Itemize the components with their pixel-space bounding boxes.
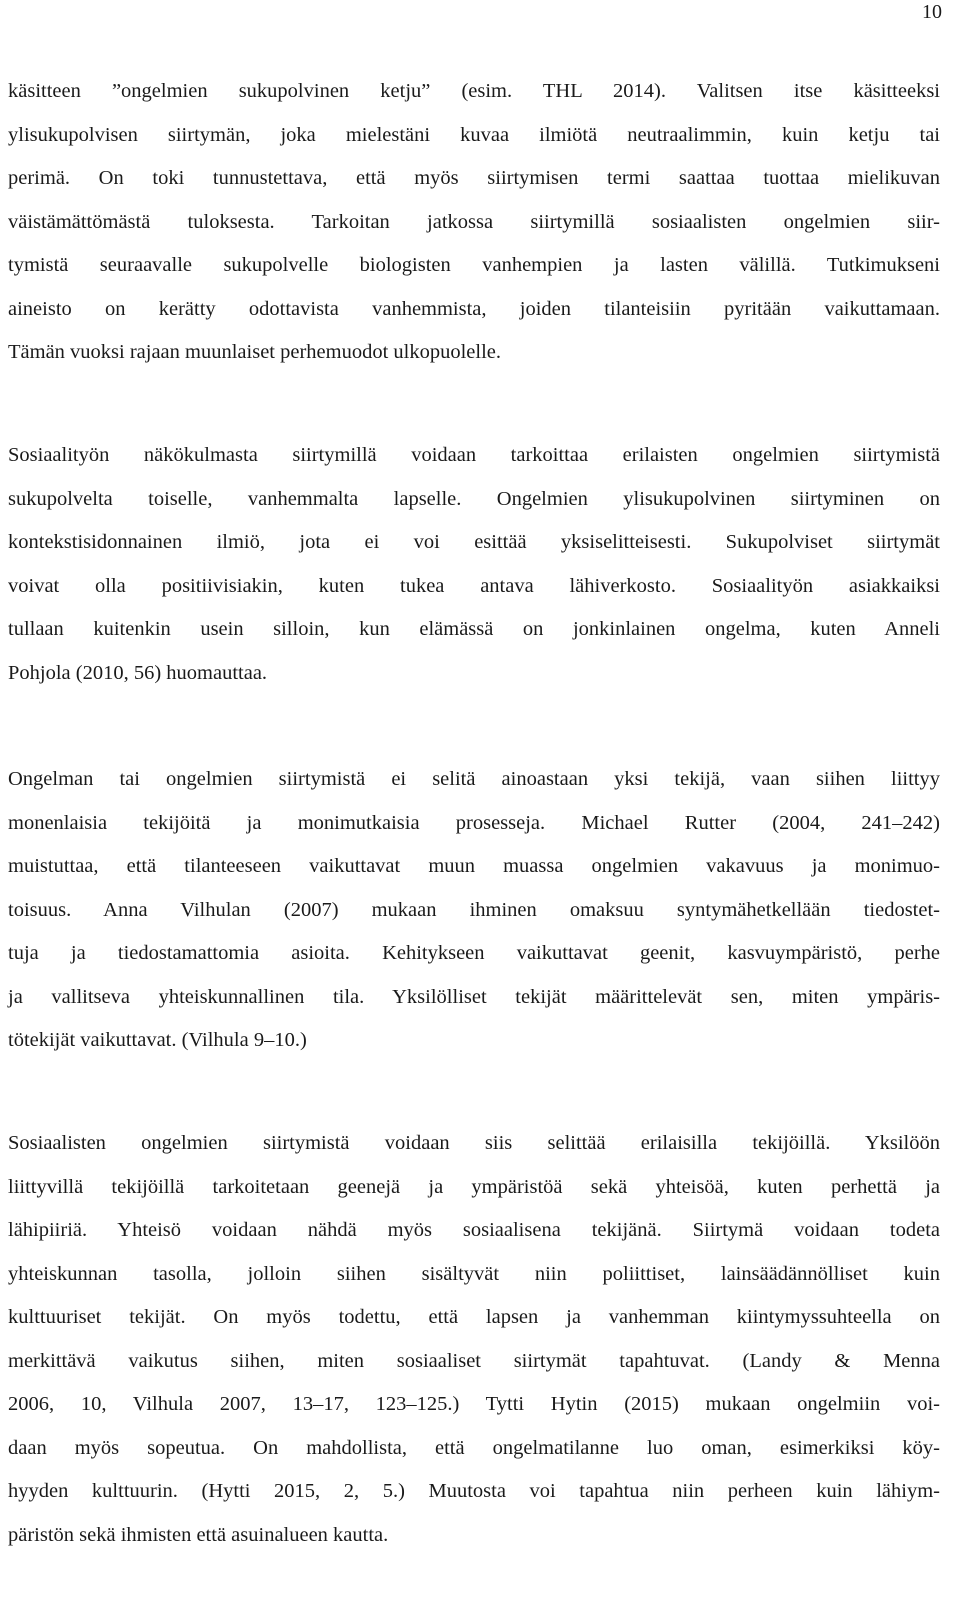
text-line: aineisto on kerätty odottavista vanhemmista, joiden tilanteisiin pyritään vaikuttamaan. (8, 297, 940, 320)
text-line: ja vallitseva yhteiskunnallinen tila. Yksilölliset tekijät määrittelevät sen, miten ympäris- (8, 985, 940, 1008)
text-line: tullaan kuitenkin usein silloin, kun elämässä on jonkinlainen ongelma, kuten Anneli (8, 618, 940, 640)
page-number: 10 (922, 1, 942, 23)
text-line: käsitteen ”ongelmien sukupolvinen ketju” (esim. THL 2014). Valitsen itse käsitteeksi (8, 80, 940, 102)
text-line: yhteiskunnan tasolla, jolloin siihen sisältyvät niin poliittiset, lainsäädännölliset kuin (8, 1262, 940, 1285)
text-line: 2006, 10, Vilhula 2007, 13–17, 123–125.) Tytti Hytin (2015) mukaan ongelmiin voi- (8, 1393, 940, 1415)
paragraph-4 (8, 1122, 940, 1557)
text-line: Sosiaalityön näkökulmasta siirtymillä voidaan tarkoittaa erilaisten ongelmien siirtymistä (8, 444, 940, 466)
paragraph-1 (8, 70, 940, 375)
text-line: kulttuuriset tekijät. On myös todettu, että lapsen ja vanhemman kiintymyssuhteella on (8, 1306, 940, 1328)
paragraph-3 (8, 758, 940, 1063)
text-line: tymistä seuraavalle sukupolvelle biologisten vanhempien ja lasten välillä. Tutkimukseni (8, 254, 940, 276)
text-line: Pohjola (2010, 56) huomauttaa. (8, 661, 268, 684)
text-line: Ongelman tai ongelmien siirtymistä ei selitä ainoastaan yksi tekijä, vaan siihen liittyy (8, 768, 940, 790)
text-line: liittyvillä tekijöillä tarkoitetaan geenejä ja ympäristöä sekä yhteisöä, kuten perhettä ja (8, 1175, 940, 1198)
text-line: Sosiaalisten ongelmien siirtymistä voidaan siis selittää erilaisilla tekijöillä. Yksilöön (8, 1132, 940, 1154)
text-line: daan myös sopeutua. On mahdollista, että ongelmatilanne luo oman, esimerkiksi köy- (8, 1436, 940, 1459)
text-line: monenlaisia tekijöitä ja monimutkaisia prosesseja. Michael Rutter (2004, 241–242) (8, 811, 940, 834)
text-line: toisuus. Anna Vilhulan (2007) mukaan ihminen omaksuu syntymähetkellään tiedostet- (8, 898, 940, 921)
text-line: Tämän vuoksi rajaan muunlaiset perhemuodot ulkopuolelle. (8, 341, 502, 363)
text-line: perimä. On toki tunnustettava, että myös siirtymisen termi saattaa tuottaa mielikuvan (8, 167, 940, 189)
text-line: muistuttaa, että tilanteeseen vaikuttavat muun muassa ongelmien vakavuus ja monimuo- (8, 855, 940, 877)
text-line: päristön sekä ihmisten että asuinalueen kautta. (8, 1523, 389, 1546)
text-line: ylisukupolvisen siirtymän, joka mielestäni kuvaa ilmiötä neutraalimmin, kuin ketju tai (8, 123, 940, 146)
text-line: kontekstisidonnainen ilmiö, jota ei voi esittää yksiselitteisesti. Sukupolviset siirtymät (8, 531, 940, 553)
text-line: hyyden kulttuurin. (Hytti 2015, 2, 5.) Muutosta voi tapahtua niin perheen kuin lähiym- (8, 1480, 940, 1502)
text-line: sukupolvelta toiselle, vanhemmalta lapselle. Ongelmien ylisukupolvinen siirtyminen on (8, 487, 940, 510)
text-line: väistämättömästä tuloksesta. Tarkoitan jatkossa siirtymillä sosiaalisten ongelmien siir- (8, 210, 940, 233)
text-line: tuja ja tiedostamattomia asioita. Kehitykseen vaikuttavat geenit, kasvuympäristö, perhe (8, 942, 940, 964)
text-line: voivat olla positiivisiakin, kuten tukea antava lähiverkosto. Sosiaalityön asiakkaiksi (8, 574, 940, 597)
text-line: lähipiiriä. Yhteisö voidaan nähdä myös sosiaalisena tekijänä. Siirtymä voidaan todeta (8, 1219, 940, 1241)
text-line: merkittävä vaikutus siihen, miten sosiaaliset siirtymät tapahtuvat. (Landy & Menna (8, 1349, 940, 1372)
paragraph-2 (8, 434, 940, 695)
text-line: tötekijät vaikuttavat. (Vilhula 9–10.) (8, 1029, 307, 1051)
